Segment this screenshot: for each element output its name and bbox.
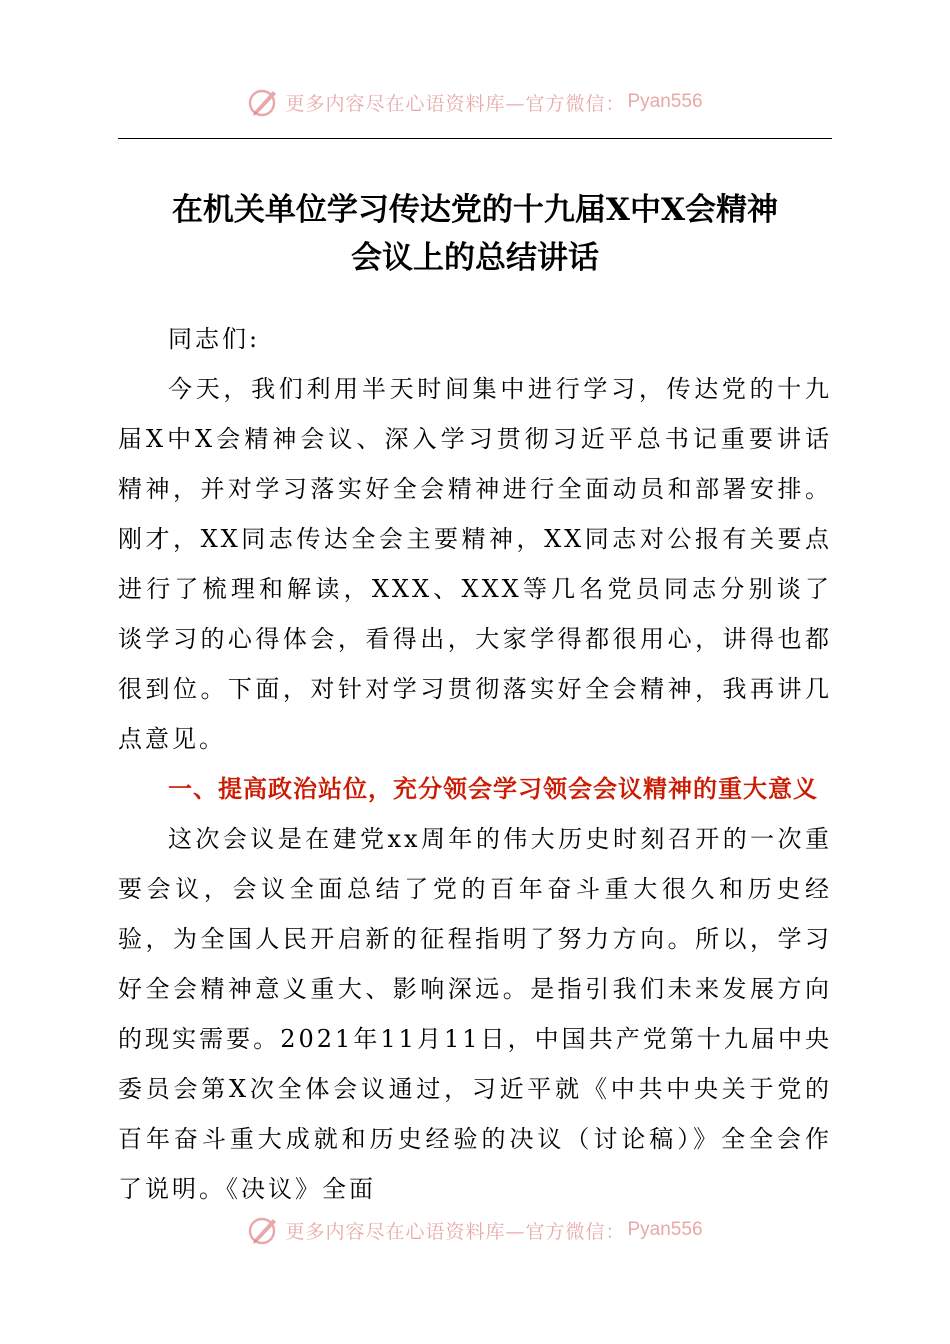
footer-watermark: [0, 1208, 950, 1252]
paragraph-2: 这次会议是在建党xx周年的伟大历史时刻召开的一次重要会议，会议全面总结了党的百年奋斗重大很久和历史经验，为全国人民开启新的征程指明了努力方向。所以，学习好全会精神意义重大、影响深远。是指引我们未来发展方向的现实需要。2021年11月11日，中国共产党第十九届中央委员会第X次全体会议通过，习近平就《中共中央关于党的百年奋斗重大成就和历史经验的决议（讨论稿）》全全会作了说明。《决议》全面: [118, 825, 832, 1203]
document-body: [118, 314, 832, 1214]
watermark-wechat-id: Pyan556: [627, 1219, 703, 1240]
salutation: 同志们:: [168, 325, 261, 353]
section-heading-1: 一、提高政治站位，充分领会学习领会会议精神的重大意义: [168, 775, 818, 803]
pen-logo-icon: [247, 1213, 281, 1247]
watermark-wechat-id: Pyan556: [627, 91, 703, 112]
header-watermark: [0, 80, 950, 124]
title-line-1: 在机关单位学习传达党的十九届X中X会精神: [171, 192, 779, 228]
document-title: [100, 186, 850, 282]
title-line-2: 会议上的总结讲话: [351, 240, 599, 276]
pen-logo-icon: [247, 85, 281, 119]
watermark-text: 更多内容尽在心语资料库—官方微信：: [285, 1220, 626, 1243]
header-divider: [118, 138, 832, 139]
paragraph-1: 今天，我们利用半天时间集中进行学习，传达党的十九届X中X会精神会议、深入学习贯彻习近平总书记重要讲话精神，并对学习落实好全会精神进行全面动员和部署安排。刚才，XX同志传达全会主要精神，XX同志对公报有关要点进行了梳理和解读，XXX、XXX等几名党员同志分别谈了谈学习的心得体会，看得出，大家学得都很用心，讲得也都很到位。下面，对针对学习贯彻落实好全会精神，我再讲几点意见。: [118, 375, 832, 753]
watermark-text: 更多内容尽在心语资料库—官方微信：: [285, 92, 626, 115]
